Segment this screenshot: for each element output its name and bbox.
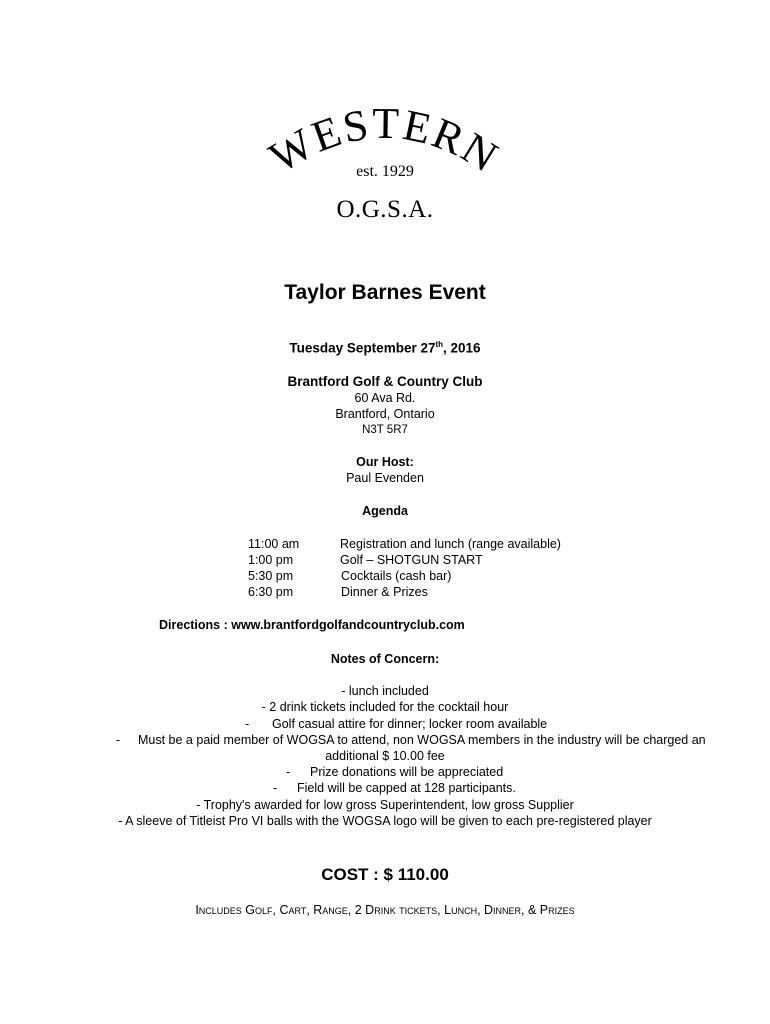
agenda-activity: Dinner & Prizes	[341, 585, 428, 599]
host-name: Paul Evenden	[346, 471, 424, 485]
agenda-activity: Cocktails (cash bar)	[341, 569, 452, 583]
note-line: additional $ 10.00 fee	[325, 749, 445, 763]
event-date	[0, 340, 770, 356]
agenda-time: 1:00 pm	[248, 553, 294, 567]
directions-text: Directions : www.brantfordgolfandcountryclub.com	[159, 618, 465, 632]
note-line: Must be a paid member of WOGSA to attend, non WOGSA members in the industry will be charged an	[138, 733, 706, 747]
cost-includes: Includes Golf, Cart, Range, 2 Drink tickets, Lunch, Dinner, & Prizes	[195, 903, 575, 917]
note-line: - lunch included	[341, 684, 429, 698]
agenda-time: 6:30 pm	[248, 585, 294, 599]
logo-arc-text: WESTERN	[261, 98, 508, 183]
notes-heading: Notes of Concern:	[330, 652, 440, 666]
note-line: - 2 drink tickets included for the cocktail hour	[261, 700, 509, 714]
note-bullet: -	[286, 765, 291, 779]
note-line: Prize donations will be appreciated	[310, 765, 504, 779]
org-name: O.G.S.A.	[336, 196, 434, 223]
note-line: - Trophy's awarded for low gross Superintendent, low gross Supplier	[196, 798, 574, 812]
note-bullet: -	[273, 781, 278, 795]
agenda-time: 5:30 pm	[248, 569, 294, 583]
note-line: - A sleeve of Titleist Pro VI balls with the WOGSA logo will be given to each pre-registered player	[118, 814, 652, 828]
western-logo-arc	[240, 95, 530, 205]
event-date-sup: th	[435, 340, 444, 349]
event-title: Taylor Barnes Event	[284, 281, 486, 304]
agenda-activity: Golf – SHOTGUN START	[340, 553, 483, 567]
agenda-time: 11:00 am	[248, 537, 300, 551]
note-line: Field will be capped at 128 participants.	[297, 781, 516, 795]
event-date-main: Tuesday September 27	[289, 340, 436, 356]
established-text: est. 1929	[356, 163, 414, 180]
agenda-heading: Agenda	[362, 504, 408, 518]
cost-label: COST : $ 110.00	[321, 865, 449, 884]
venue-city: Brantford, Ontario	[335, 407, 435, 421]
event-date-year: , 2016	[443, 340, 481, 356]
venue-name: Brantford Golf & Country Club	[287, 374, 483, 389]
agenda-activity: Registration and lunch (range available)	[340, 537, 561, 551]
venue-street: 60 Ava Rd.	[354, 391, 416, 405]
host-label: Our Host:	[356, 455, 414, 469]
note-bullet: -	[245, 717, 250, 731]
venue-postal: N3T 5R7	[362, 424, 408, 436]
note-bullet: -	[116, 733, 121, 747]
note-line: Golf casual attire for dinner; locker room available	[272, 717, 548, 731]
